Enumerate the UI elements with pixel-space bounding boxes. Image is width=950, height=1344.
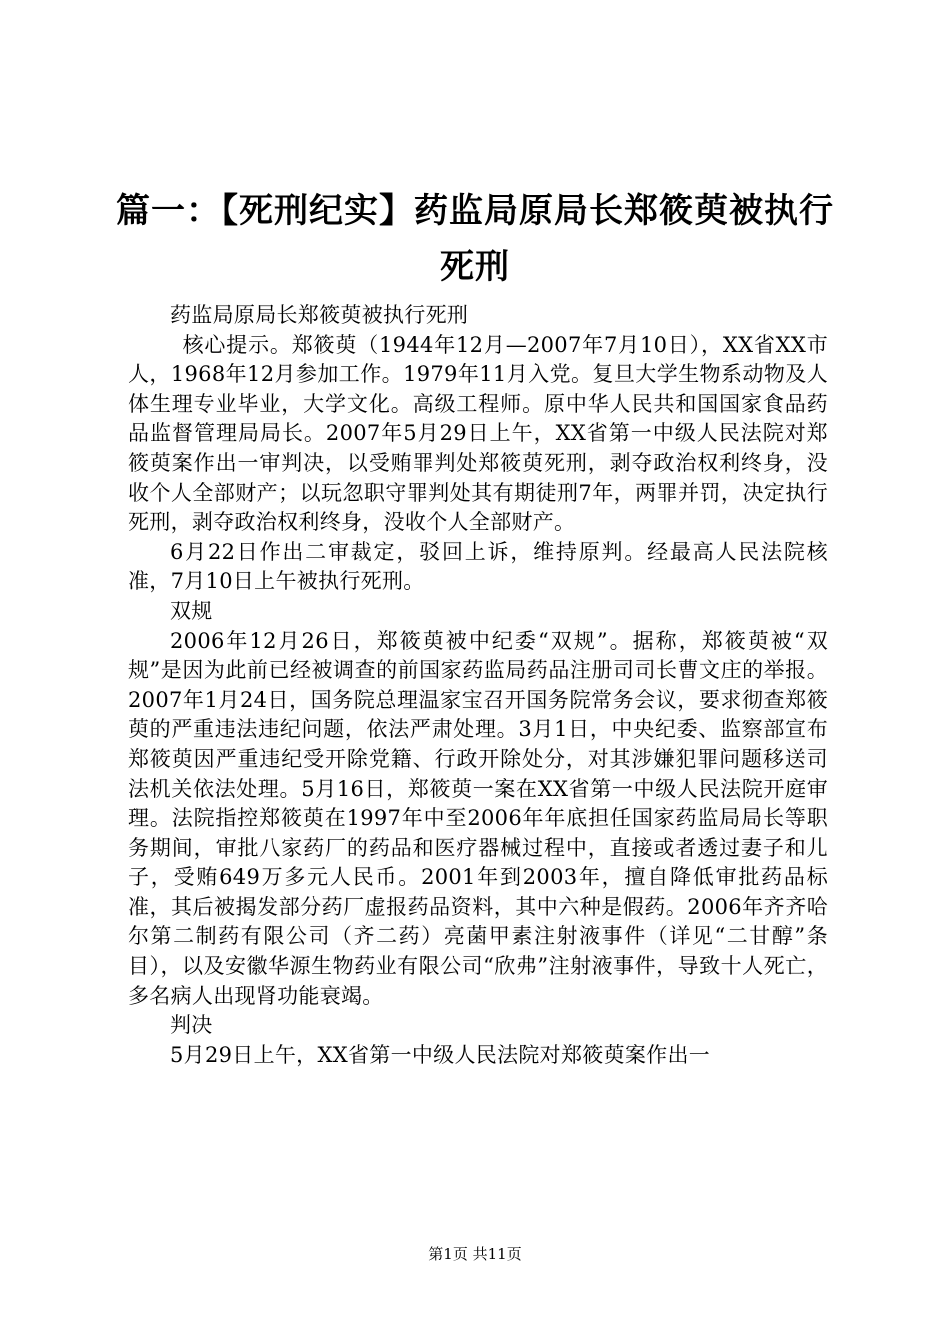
document-body xyxy=(128,301,828,1070)
paragraph-subtitle: 药监局原局长郑筱萸被执行死刑 xyxy=(170,303,469,327)
section-heading-verdict: 判决 xyxy=(170,1013,213,1038)
page-footer: 第1页 共11页 xyxy=(428,1245,522,1263)
document-title: 篇一：【死刑纪实】药监局原局长郑筱萸被执行死刑 xyxy=(116,191,834,287)
paragraph-verdict: 5月29日上午，XX省第一中级人民法院对郑筱萸案作出一 xyxy=(170,1042,711,1067)
paragraph-core-summary: 核心提示。郑筱萸（1944年12月—2007年7月10日），XX省XX市人，1968年12月参加工作。1979年11月入党。复旦大学生物系动物及人体生理专业毕业，大学文化。高级工程师。原中华人民共和国国家食品药品监督管理局局长。2007年5月29日上午，XX省第一中级人民法院对郑筱萸案作出一审判决，以受贿罪判处郑筱萸死刑，剥夺政治权利终身，没收个人全部财产；以玩忽职守罪判处其有期徒刑7年，两罪并罚，决定执行死刑，剥夺政治权利终身，没收个人全部财产。 xyxy=(128,332,828,535)
section-heading-shuanggui: 双规 xyxy=(170,598,213,623)
paragraph-second-trial: 6月22日作出二审裁定，驳回上诉，维持原判。经最高人民法院核准，7月10日上午被执行死刑。 xyxy=(128,539,828,594)
paragraph-investigation: 2006年12月26日，郑筱萸被中纪委“双规”。据称，郑筱萸被“双规”是因为此前已经被调查的前国家药监局药品注册司司长曹文庄的举报。2007年1月24日，国务院总理温家宝召开国务院常务会议，要求彻查郑筱萸的严重违法违纪问题，依法严肃处理。3月1日，中央纪委、监察部宣布郑筱萸因严重违纪受开除党籍、行政开除处分，对其涉嫌犯罪问题移送司法机关依法处理。5月16日，郑筱萸一案在XX省第一中级人民法院开庭审理。法院指控郑筱萸在1997年中至2006年年底担任国家药监局局长等职务期间，审批八家药厂的药品和医疗器械过程中，直接或者透过妻子和儿子，受贿649万多元人民币。2001年到2003年，擅自降低审批药品标准，其后被揭发部分药厂虚报药品资料，其中六种是假药。2006年齐齐哈尔第二制药有限公司（齐二药）亮菌甲素注射液事件（详见“二甘醇”条目），以及安徽华源生物药业有限公司“欣弗”注射液事件，导致十人死亡，多名病人出现肾功能衰竭。 xyxy=(128,628,828,1008)
